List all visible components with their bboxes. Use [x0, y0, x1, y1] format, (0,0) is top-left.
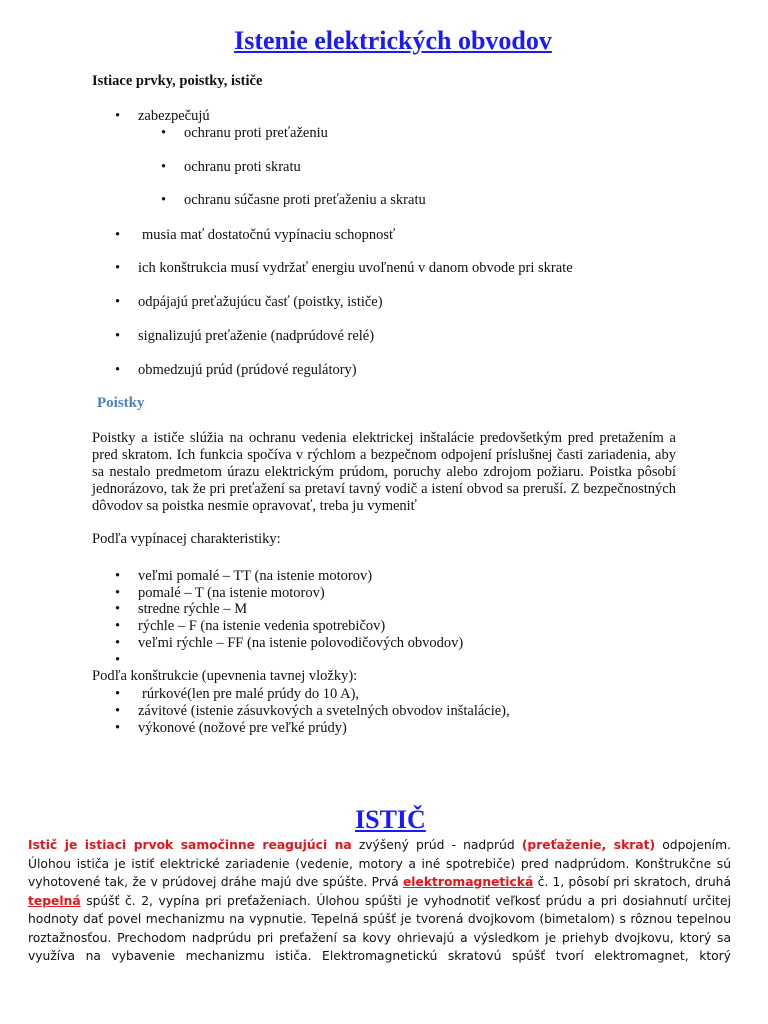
list-item: • pomalé – T (na istenie motorov): [115, 585, 325, 601]
list-item: • signalizujú preťaženie (nadprúdové relé): [115, 328, 375, 344]
list-item: • odpájajú preťažujúcu časť (poistky, ističe): [115, 294, 383, 310]
list-item: • rúrkové(len pre malé prúdy do 10 A),: [115, 686, 360, 702]
list-item: • rýchle – F (na istenie vedenia spotrebičov): [115, 618, 386, 634]
highlight-text: Istič je istiaci prvok samočinne reagujúci na: [28, 838, 352, 852]
list-item: • výkonové (nožové pre veľké prúdy): [115, 720, 347, 736]
construction-label: Podľa konštrukcie (upevnenia tavnej vložky):: [92, 668, 358, 684]
sub-list-item: • ochranu proti skratu: [161, 159, 301, 175]
bullet-glyph: •: [161, 125, 167, 141]
istic-title: ISTIČ: [355, 805, 426, 834]
bullet-glyph: •: [115, 635, 121, 651]
highlight-term: elektromagnetická: [402, 875, 534, 889]
highlight-term: tepelná: [28, 893, 81, 908]
list-item: • závitové (istenie zásuvkových a svetelných obvodov inštalácie),: [115, 703, 510, 719]
list-item: • musia mať dostatočnú vypínaciu schopnosť: [115, 227, 396, 243]
bullet-glyph: •: [115, 294, 121, 310]
characteristic-label: Podľa vypínacej charakteristiky:: [92, 531, 281, 547]
istic-paragraph: Istič je istiaci prvok samočinne reagujúci na zvýšený prúd - nadprúd (preťaženie, skrat) odpojením. Úlohou ističa je istiť elektrické zariadenie (vedenie, motory a iné spotrebiče) pred nadprúdom. Konštrukčne sú vyhotovené tak, že v prúdovej dráhe majú dve spúšte. Prvá elektromagnetická č. 1, pôsobí pri skratoch, druhá tepelná spúšť č. 2, vypína pri preťaženiach. Úlohou spúšti je vyhodnotiť veľkosť prúdu a pri dosiahnutí určitej hodnoty dať povel mechanizmu na vypnutie. Tepelná spúšť je tvorená dvojkovom (bimetalom) s rôznou tepelnou roztažnosťou. Prechodom nadprúdu pri preťažení sa kovy ohrievajú a výsledkom je priehyb dvojkovu, ktorý sa využíva na vybavenie mechanizmu ističa. Elektromagnetickú skratovú spúšť tvorí elektromagnet, ktorý: [28, 838, 731, 963]
poistky-heading: Poistky: [97, 395, 145, 411]
list-item: • veľmi rýchle – FF (na istenie polovodičových obvodov): [115, 635, 464, 651]
sub-list-item: • ochranu proti preťaženiu: [161, 125, 328, 141]
bullet-glyph: •: [115, 108, 121, 124]
page-title: Istenie elektrických obvodov: [234, 26, 552, 55]
highlight-text: (preťaženie, skrat): [521, 838, 656, 852]
list-item: • veľmi pomalé – TT (na istenie motorov): [115, 568, 373, 584]
bullet-glyph: •: [115, 703, 121, 719]
bullet-glyph: •: [115, 618, 121, 634]
bullet-glyph: •: [161, 192, 167, 208]
bullet-glyph: •: [115, 568, 121, 584]
bullet-glyph: •: [115, 362, 121, 378]
bullet-glyph: •: [115, 585, 121, 601]
bullet-glyph: •: [115, 652, 121, 668]
sub-list-item: • ochranu súčasne proti preťaženiu a skratu: [161, 192, 426, 208]
bullet-glyph: •: [115, 601, 121, 617]
list-item: • stredne rýchle – M: [115, 601, 248, 617]
bullet-glyph: •: [115, 227, 121, 243]
bullet-glyph: •: [115, 686, 121, 702]
section-subheading: Istiace prvky, poistky, ističe: [92, 73, 263, 89]
bullet-glyph: •: [115, 720, 121, 736]
bullet-glyph: •: [161, 159, 167, 175]
bullet-glyph: •: [115, 328, 121, 344]
bullet-glyph: •: [115, 260, 121, 276]
list-item: • obmedzujú prúd (prúdové regulátory): [115, 362, 357, 378]
list-item: • ich konštrukcia musí vydržať energiu uvoľnenú v danom obvode pri skrate: [115, 260, 573, 276]
poistky-paragraph: Poistky a ističe slúžia na ochranu vedenia elektrickej inštalácie predovšetkým pred pretažením a pred skratom. Ich funkcia spočíva v rýchlom a bezpečnom odpojení príslušnej časti zariadenia, aby sa nestalo predmetom úrazu elektrickým prúdom, poruchy alebo zdrojom požiaru. Poistka pôsobí jednorázovo, tak že pri preťažení sa pretaví tavný vodič a istení obvod sa preruší. Z bezpečnostných dôvodov sa poistka nesmie opravovať, treba ju vymeniť: [92, 430, 676, 514]
list-item: • zabezpečujú: [115, 108, 210, 124]
